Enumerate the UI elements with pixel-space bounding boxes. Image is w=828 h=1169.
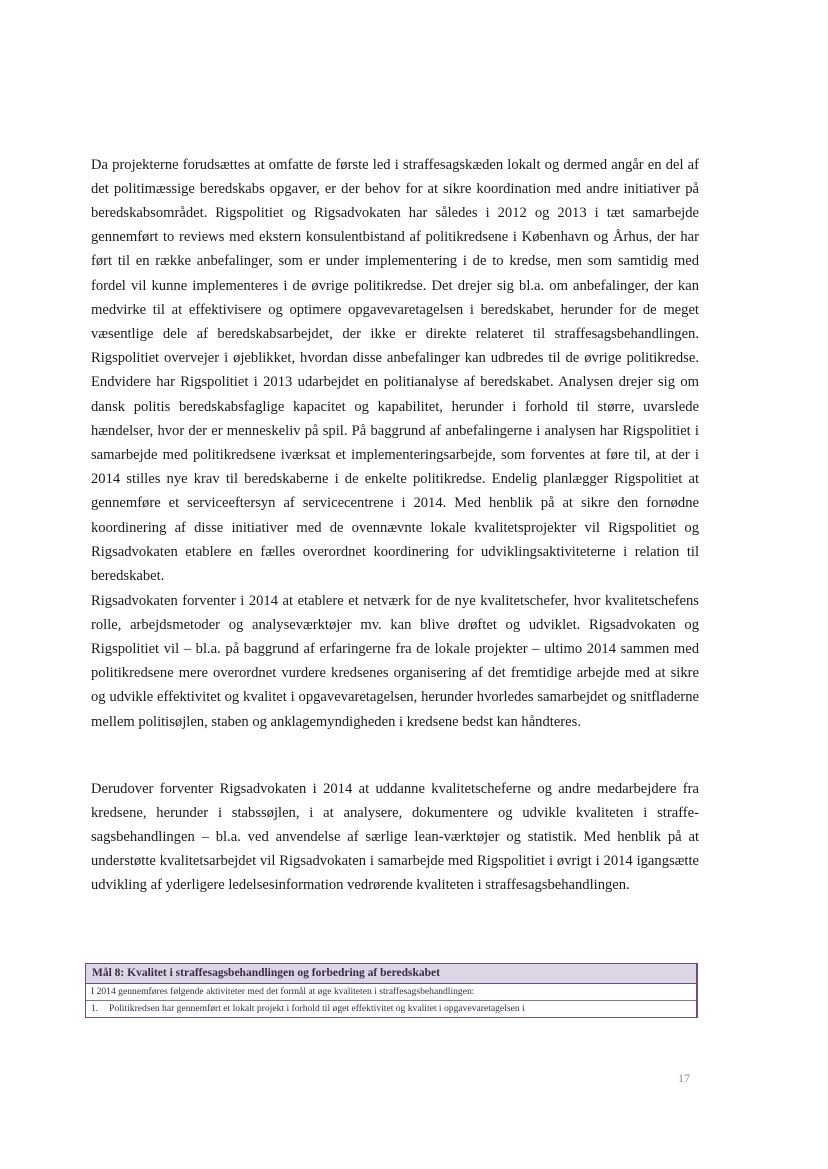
goal-item-text: Politikredsen har gennemført et lokalt projekt i forhold til øget effektivitet og kvalitet i opgavevaretagelsen i (109, 1003, 525, 1014)
page-number: 17 (678, 1071, 690, 1085)
body-paragraph: Rigsadvokaten forventer i 2014 at etablere et netværk for de nye kvalitetschefer, hvor kvalitetschefens rolle, arbejdsmetoder og analyseværktøjer mv. kan blive drøftet og udviklet. Rigsadvokaten og Rigspolitiet vil – bl.a. på baggrund af erfaringerne fra de lokale projekter – ultimo 2014 sammen med politikredsene mere overordnet vurdere kredsenes organisering af det fremtidige arbejde med at sikre og udvikle effektivitet og kvalitet i opgavevaretagelsen, herunder hvorledes samarbejdet og snitfladerne mellem politisøjlen, staben og anklagemyndigheden i kredsene bedst kan håndteres. (91, 592, 699, 730)
goal-box (85, 963, 698, 1018)
body-paragraph: Da projekterne forudsættes at omfatte de første led i straffesagskæden lokalt og dermed angår en del af det politimæssige beredskabs opgaver, er der behov for at sikre koordination med andre initiativer på beredskabsområdet. Rigspolitiet og Rigsadvokaten har således i 2012 og 2013 i tæt samarbejde gennemført to reviews med ekstern konsulentbistand af politikredsene i København og Århus, der har ført til en række anbefalinger, som er under implementering i de to kredse, men som samtidig med fordel vil kunne implementeres i de øvrige politikredse. Det drejer sig bl.a. om anbefalinger, der kan medvirke til at effektivisere og optimere opgavevaretagelsen i beredskabet, herunder for de meget væsentlige dele af beredskabsarbejdet, der ikke er direkte relateret til straffesagsbehandlingen. Rigspolitiet overvejer i øjeblikket, hvordan disse anbefalinger kan udbredes til de øvrige politikredse. Endvidere har Rigspolitiet i 2013 udarbejdet en politianalyse af beredskabet. Analysen drejer sig om dansk politis beredskabsfaglige kapacitet og kapabilitet, herunder i forhold til større, uvarslede hændelser, hvor der er menneskeliv på spil. På baggrund af anbefalingerne i analysen har Rigspolitiet i samarbejde med politikredsene iværksat et implementeringsarbejde, som forventes at føre til, at der i 2014 stilles nye krav til beredskaberne i de enkelte politikredse. Endelig planlægger Rigspolitiet at gennemføre et serviceeftersyn af servicecentrene i 2014. Med henblik på at sikre den fornødne koordinering af disse initiativer med de ovennævnte lokale kvalitetsprojekter vil Rigspolitiet og Rigsadvokaten etablere en fælles overordnet koordinering for udviklingsaktiviteterne i relation til beredskabet. (91, 156, 699, 585)
body-paragraph: Derudover forventer Rigsadvokaten i 2014 at uddanne kvalitetscheferne og andre medarbejdere fra kredsene, herunder i stabssøjlen, i at analysere, dokumentere og udvikle kvaliteten i straffesagsbehandlingen – bl.a. ved anvendelse af særlige lean-værktøjer og statistik. Med henblik på at understøtte kvalitetsarbejdet vil Rigsadvokaten i samarbejde med Rigspolitiet i øvrigt i 2014 igangsætte udvikling af yderligere ledelsesinformation vedrørende kvaliteten i straffesagsbehandlingen. (91, 780, 699, 894)
goal-item-number: 1. (91, 1003, 99, 1014)
goal-item (86, 1001, 696, 1017)
goal-title: Mål 8: Kvalitet i straffesagsbehandlingen og forbedring af beredskabet (86, 964, 696, 984)
goal-intro: I 2014 gennemføres følgende aktiviteter med det formål at øge kvaliteten i straffesagsbehandlingen: (86, 984, 696, 1001)
